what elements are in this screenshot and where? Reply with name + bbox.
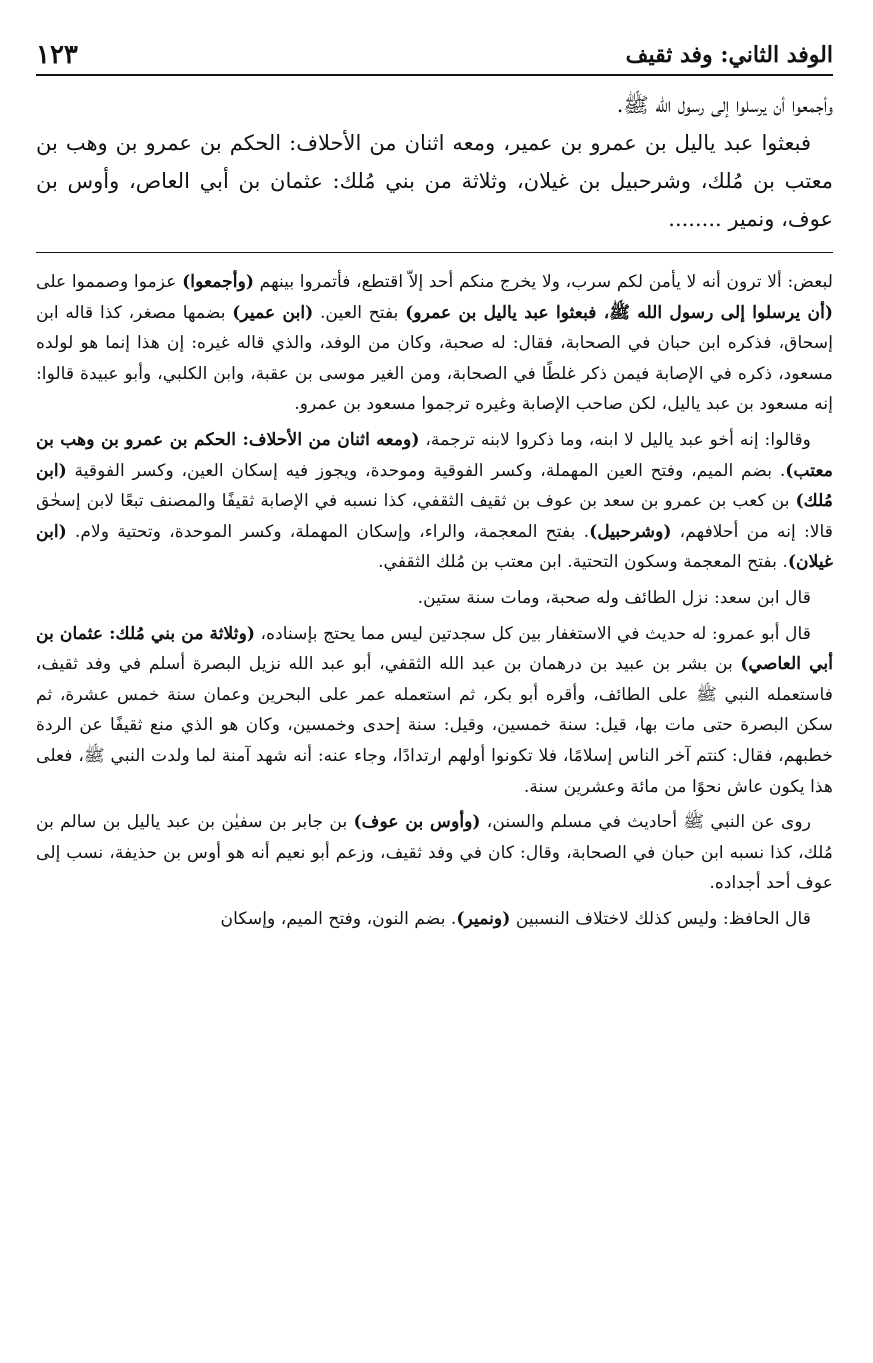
commentary-quote: (ابن مُلك)	[36, 460, 833, 512]
commentary-quote: (ومعه اثنان من الأحلاف: الحكم بن عمرو بن وهب بن معتب)	[36, 429, 833, 481]
commentary-text: لبعض: ألا ترون أنه لا يأمن لكم سرب، ولا يخرج منكم أحد إلاّ اقتطع، فأتمروا بينهم	[254, 272, 834, 292]
commentary-quote: (وأجمعوا)	[182, 272, 255, 292]
commentary	[36, 267, 833, 934]
commentary-quote: (ابن عمير)	[232, 302, 314, 323]
commentary-text: . بفتح المعجمة، والراء، وإسكان المهملة، وكسر الموحدة، وتحتية ولام.	[66, 521, 590, 542]
commentary-quote: (ابن غيلان)	[36, 521, 833, 573]
commentary-text: وقالوا: إنه أخو عبد ياليل لا ابنه، وما ذكروا لابنه ترجمة،	[419, 429, 811, 450]
commentary-text: بضمها مصغر، كذا قاله ابن إسحاق، فذكره ابن حبان في الصحابة، فقال: له صحبة، وكان من الوفد، والذي قاله غيره: إن هذا إنما هو لولده مسعود، ذكره في الإصابة فيمن ذكر غلطًا في الصحابة، ومن الغير موسى بن عقبة، وابن الكلبي، وأبو عبيدة قالوا: إنه مسعود بن عبد ياليل، لكن صاحب الإصابة وغيره ترجموا مسعود بن عمرو.	[36, 302, 833, 415]
main-paragraph-2: فبعثوا عبد ياليل بن عمرو بن عمير، ومعه اثنان من الأحلاف: الحكم بن عمرو بن وهب بن معتب بن مُلك، وشرحبيل بن غيلان، وثلاثة من بني مُلك: عثمان بن أبي العاص، وأوس بن عوف، ونمير ........	[36, 131, 833, 231]
commentary-text: قال أبو عمرو: له حديث في الاستغفار بين كل سجدتين ليس مما يحتج بإسناده،	[255, 623, 812, 644]
commentary-paragraph-6	[36, 904, 833, 935]
commentary-text: . بفتح المعجمة وسكون التحتية. ابن معتب بن مُلك الثقفي.	[378, 552, 788, 573]
commentary-paragraph-2	[36, 425, 833, 578]
commentary-quote: (وشرحبيل)	[589, 521, 672, 542]
commentary-text: بفتح العين.	[313, 302, 406, 323]
commentary-paragraph-4	[36, 619, 833, 803]
commentary-text: روى عن النبي ﷺ أحاديث في مسلم والسنن،	[480, 812, 811, 833]
commentary-paragraph-1	[36, 267, 833, 420]
commentary-text: . بضم النون، وفتح الميم، وإسكان	[220, 908, 457, 929]
main-paragraph-1: وأجمعوا أن يرسلوا إلى رسول الله ﷺ.	[616, 93, 833, 117]
main-text	[36, 86, 833, 238]
commentary-text: عزموا وصمموا على	[36, 272, 183, 292]
commentary-text: بن جابر بن سفيٰن بن عبد ياليل بن سالم بن مُلك، كذا نسبه ابن حبان في الصحابة، وقال: كان في وفد ثقيف، وزعم أبو نعيم أنه هو أوس بن حذيفة، نسب إلى عوف أحد أجداده.	[36, 812, 833, 894]
page-number: ١٢٣	[36, 40, 78, 70]
footnote-separator	[36, 252, 833, 253]
commentary-text: قال الحافظ: وليس كذلك لاختلاف النسبين	[510, 908, 811, 929]
commentary-quote: (وثلاثة من بني مُلك: عثمان بن أبي العاصي)	[36, 623, 833, 675]
commentary-quote: (أن يرسلوا إلى رسول الله ﷺ، فبعثوا عبد ياليل بن عمرو)	[405, 302, 834, 323]
page-header	[36, 34, 833, 76]
commentary-quote: (ونمير)	[456, 908, 511, 929]
commentary-quote: (وأوس بن عوف)	[353, 812, 481, 833]
commentary-text: بن كعب بن عمرو بن سعد بن عوف بن ثقيف الثقفي، كذا نسبه في الإصابة ثقيفًا والمصنف تبعًا لابن إسحٰق قالا: إنه من أحلافهم،	[36, 491, 833, 542]
commentary-text: بن بشر بن عبيد بن درهمان بن عبد الله الثقفي، أبو عبد الله نزيل البصرة أسلم في وفد ثقيف، فاستعمله النبي ﷺ على الطائف، وأقره أبو بكر، ثم استعمله عمر على البحرين وعمان سنة خمس عشرة، ثم سكن البصرة حتى مات بها، قيل: سنة خمسين، وقيل: سنة إحدى وخمسين، وكان هو الذي منع ثقيفًا عن الردة خطبهم، فقال: كنتم آخر الناس إسلامًا، فلا تكونوا أولهم ارتدادًا، وجاء عنه: أنه شهد آمنة لما ولدت النبي ﷺ، فعلى هذا يكون عاش نحوًا من مائة وعشرين سنة.	[36, 654, 833, 797]
commentary-text: . بضم الميم، وفتح العين المهملة، وكسر الفوقية وموحدة، ويجوز فيه إسكان العين، وكسر الفوقية	[66, 460, 786, 481]
commentary-paragraph-3: قال ابن سعد: نزل الطائف وله صحبة، ومات سنة ستين.	[417, 587, 811, 608]
running-head: الوفد الثاني: وفد ثقيف	[625, 42, 833, 68]
commentary-paragraph-5	[36, 807, 833, 899]
